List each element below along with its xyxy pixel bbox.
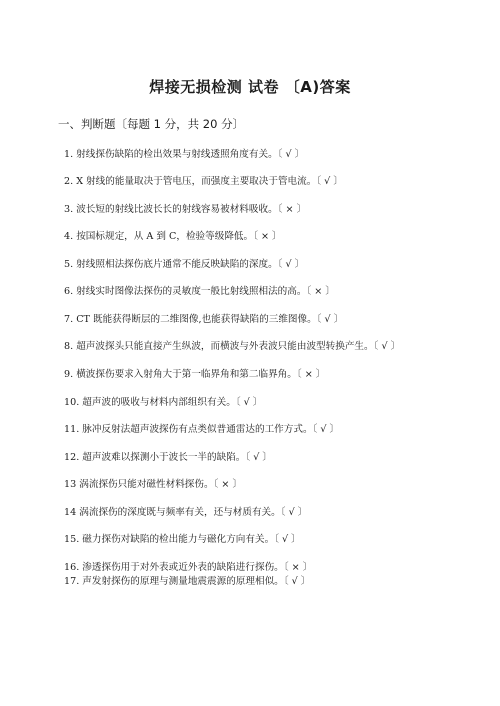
question-item: 10. 超声波的吸收与材料内部组织有关。〔 √ 〕 [64,397,263,408]
question-item: 11. 脉冲反射法超声波探伤有点类似普通雷达的工作方式。〔 √ 〕 [64,424,340,435]
question-item: 14 涡流探伤的深度既与频率有关，还与材质有关。〔 √ 〕 [64,507,308,518]
question-item: 9. 横波探伤要求入射角大于第一临界角和第二临界角。〔 × 〕 [64,369,326,380]
question-item: 6. 射线实时图像法探伤的灵敏度一般比射线照相法的高。〔 × 〕 [64,286,335,297]
question-item: 4. 按国标规定，从 A 到 C，检验等级降低。〔 × 〕 [64,231,282,242]
section-heading: 一、判断题〔每题 1 分，共 20 分〕 [58,117,245,131]
question-item: 2. X 射线的能量取决于管电压，而强度主要取决于管电流。〔 √ 〕 [64,176,343,187]
question-item: 15. 磁力探伤对缺陷的检出能力与磁化方向有关。〔 √ 〕 [64,534,301,545]
question-item: 16. 渗透探伤用于对外表或近外表的缺陷进行探伤。〔 × 〕 [64,562,313,573]
question-item: 7. CT 既能获得断层的二维图像,也能获得缺陷的三维图像。〔 √ 〕 [64,314,344,325]
question-item: 12. 超声波难以探测小于波长一半的缺陷。〔 √ 〕 [64,452,272,463]
question-item: 1. 射线探伤缺陷的检出效果与射线透照角度有关。〔 √ 〕 [64,149,305,160]
question-item: 5. 射线照相法探伤底片通常不能反映缺陷的深度。〔 √ 〕 [64,259,305,270]
question-item: 8. 超声波探头只能直接产生纵波，而横波与外表波只能由波型转换产生。〔 √ 〕 [64,341,401,352]
question-item: 3. 波长短的射线比波长长的射线容易被材料吸收。〔 × 〕 [64,204,307,215]
question-item: 17. 声发射探伤的原理与测量地震震源的原理相似。〔 √ 〕 [64,576,311,587]
question-item: 13 涡流探伤只能对磁性材料探伤。〔 × 〕 [64,479,243,490]
page-title: 焊接无损检测 试卷 〔A)答案 [149,78,351,96]
